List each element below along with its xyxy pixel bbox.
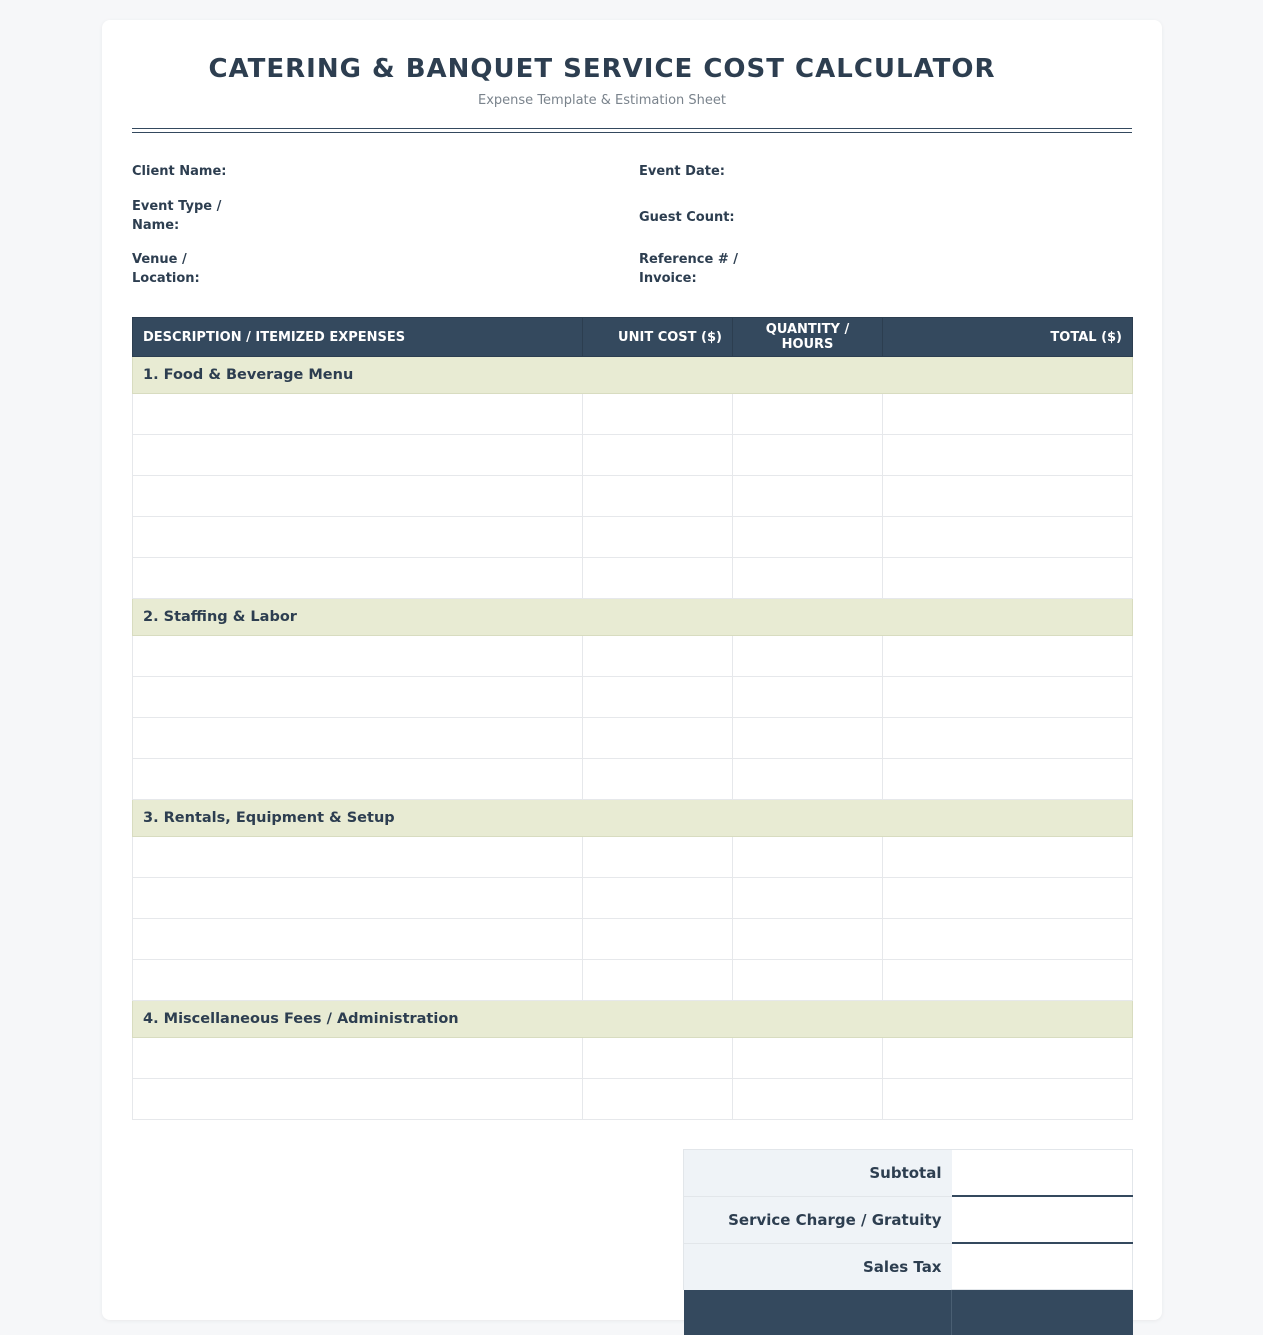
total-cell[interactable] [883,517,1133,558]
section-title: 3. Rentals, Equipment & Setup [133,800,1133,837]
quantity-cell[interactable] [733,837,883,878]
total-cell[interactable] [883,878,1133,919]
venue-input[interactable] [212,258,612,280]
client-name-field [132,160,612,182]
venue-label: Venue / Location: [132,250,212,288]
client-name-label: Client Name: [132,162,272,181]
column-header-quantity: QUANTITY / HOURS [733,318,883,357]
table-row [133,558,1133,599]
reference-field [639,249,1132,289]
section-row [133,599,1133,636]
table-row [133,476,1133,517]
column-header-unit-cost: UNIT COST ($) [583,318,733,357]
table-row [133,677,1133,718]
summary-table [683,1149,1133,1335]
column-header-description: DESCRIPTION / ITEMIZED EXPENSES [133,318,583,357]
description-cell[interactable] [133,558,583,599]
column-header-total: TOTAL ($) [883,318,1133,357]
reference-input[interactable] [739,258,1132,280]
guest-count-input[interactable] [779,206,1132,228]
total-cell[interactable] [883,636,1133,677]
unit-cost-cell[interactable] [583,1038,733,1079]
grand-total-row [684,1290,1133,1335]
total-cell[interactable] [883,837,1133,878]
service-charge-value[interactable] [952,1196,1133,1243]
client-name-input[interactable] [272,160,612,182]
description-cell[interactable] [133,435,583,476]
total-cell[interactable] [883,759,1133,800]
unit-cost-cell[interactable] [583,517,733,558]
event-date-label: Event Date: [639,162,779,181]
description-cell[interactable] [133,394,583,435]
page-subtitle: Expense Template & Estimation Sheet [102,93,1102,108]
total-cell[interactable] [883,435,1133,476]
unit-cost-cell[interactable] [583,435,733,476]
total-cell[interactable] [883,558,1133,599]
total-cell[interactable] [883,718,1133,759]
section-title: 2. Staffing & Labor [133,599,1133,636]
sheet-content [132,20,1132,1320]
service-charge-row [684,1196,1133,1243]
quantity-cell[interactable] [733,919,883,960]
table-row [133,394,1133,435]
unit-cost-cell[interactable] [583,558,733,599]
unit-cost-cell[interactable] [583,394,733,435]
section-title: 4. Miscellaneous Fees / Administration [133,1001,1133,1038]
description-cell[interactable] [133,1038,583,1079]
quantity-cell[interactable] [733,878,883,919]
quantity-cell[interactable] [733,636,883,677]
unit-cost-cell[interactable] [583,960,733,1001]
quantity-cell[interactable] [733,759,883,800]
event-date-input[interactable] [779,160,1132,182]
quantity-cell[interactable] [733,394,883,435]
unit-cost-cell[interactable] [583,878,733,919]
table-row [133,878,1133,919]
table-row [133,919,1133,960]
service-charge-label: Service Charge / Gratuity [684,1196,952,1243]
description-cell[interactable] [133,677,583,718]
description-cell[interactable] [133,718,583,759]
table-row [133,718,1133,759]
header-divider [132,128,1132,129]
sales-tax-row [684,1243,1133,1290]
cost-calculator-sheet [102,20,1162,1320]
venue-field [132,249,612,289]
event-type-field [132,196,612,236]
guest-count-field [639,206,1132,228]
grand-total-value[interactable] [952,1290,1133,1335]
quantity-cell[interactable] [733,1038,883,1079]
description-cell[interactable] [133,636,583,677]
total-cell[interactable] [883,1038,1133,1079]
unit-cost-cell[interactable] [583,837,733,878]
page-title: CATERING & BANQUET SERVICE COST CALCULATOR [102,54,1102,84]
section-row [133,800,1133,837]
table-row [133,960,1133,1001]
guest-count-label: Guest Count: [639,208,779,227]
table-row [133,636,1133,677]
unit-cost-cell[interactable] [583,636,733,677]
subtotal-row [684,1150,1133,1197]
unit-cost-cell[interactable] [583,1079,733,1120]
total-cell[interactable] [883,919,1133,960]
quantity-cell[interactable] [733,677,883,718]
description-cell[interactable] [133,960,583,1001]
section-row [133,357,1133,394]
quantity-cell[interactable] [733,435,883,476]
description-cell[interactable] [133,1079,583,1120]
description-cell[interactable] [133,878,583,919]
table-row [133,759,1133,800]
quantity-cell[interactable] [733,517,883,558]
header-divider-secondary [132,132,1132,133]
subtotal-label: Subtotal [684,1150,952,1197]
description-cell[interactable] [133,837,583,878]
quantity-cell[interactable] [733,718,883,759]
unit-cost-cell[interactable] [583,759,733,800]
unit-cost-cell[interactable] [583,718,733,759]
unit-cost-cell[interactable] [583,919,733,960]
quantity-cell[interactable] [733,558,883,599]
reference-label: Reference # / Invoice: [639,250,739,288]
unit-cost-cell[interactable] [583,677,733,718]
table-row [133,1038,1133,1079]
total-cell[interactable] [883,394,1133,435]
total-cell[interactable] [883,677,1133,718]
sales-tax-value[interactable] [952,1243,1133,1290]
event-type-input[interactable] [227,205,612,227]
description-cell[interactable] [133,517,583,558]
unit-cost-cell[interactable] [583,476,733,517]
table-row [133,1079,1133,1120]
table-row [133,435,1133,476]
description-cell[interactable] [133,759,583,800]
grand-total-label [684,1290,952,1335]
event-date-field [639,160,1132,182]
table-row [133,837,1133,878]
expense-table [132,317,1133,1120]
section-title: 1. Food & Beverage Menu [133,357,1133,394]
event-type-label: Event Type / Name: [132,197,227,235]
total-cell[interactable] [883,960,1133,1001]
section-row [133,1001,1133,1038]
description-cell[interactable] [133,476,583,517]
table-row [133,517,1133,558]
quantity-cell[interactable] [733,476,883,517]
total-cell[interactable] [883,1079,1133,1120]
subtotal-value[interactable] [952,1150,1133,1197]
quantity-cell[interactable] [733,1079,883,1120]
total-cell[interactable] [883,476,1133,517]
quantity-cell[interactable] [733,960,883,1001]
table-header-row [133,318,1133,357]
description-cell[interactable] [133,919,583,960]
sales-tax-label: Sales Tax [684,1243,952,1290]
